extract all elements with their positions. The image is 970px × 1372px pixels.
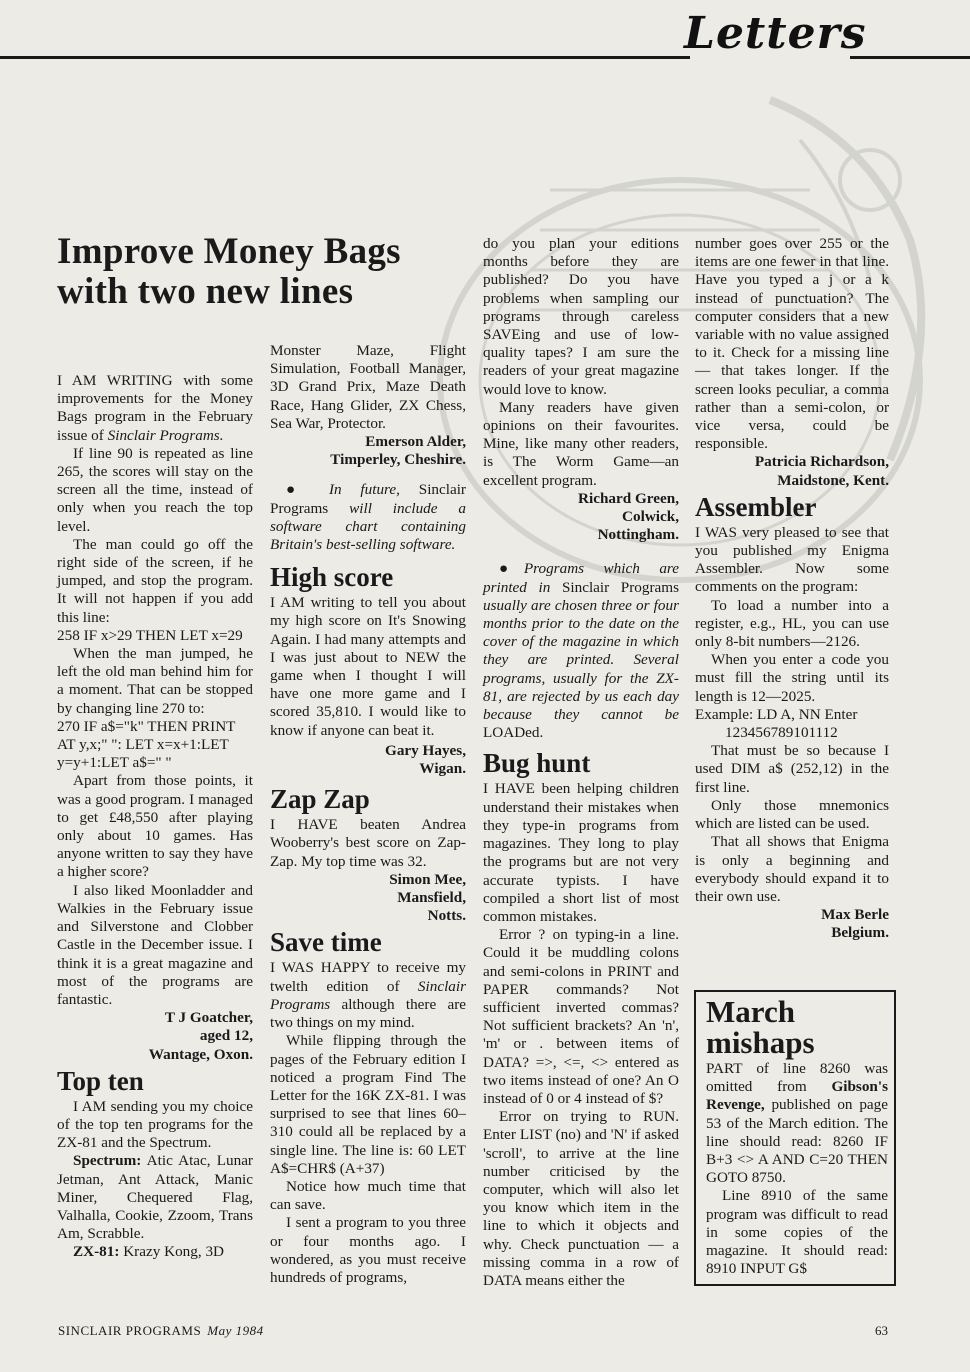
list-label: ZX-81: (73, 1243, 120, 1261)
letter-paragraph (57, 372, 253, 445)
letter-paragraph: number goes over 255 or the items are one fewer in that line. Have you typed a j or a k instead of punctuation? The computer considers that a new variable with no value assigned to it. Check for a missing line — that takes longer. If the screen looks peculiar, a comma rather than a semi-colon, or vice versa, could be responsible. (695, 235, 889, 453)
signature: Emerson Alder, (365, 433, 466, 451)
heading-high-score: High score (270, 562, 394, 593)
header-rule-left (0, 56, 690, 59)
letter-paragraph: Many readers have given opinions on their favourites. Mine, like many other readers, is The Worm Game—an excellent program. (483, 398, 679, 489)
note-text: Programs which are printed in (483, 560, 679, 596)
heading-zap-zap: Zap Zap (270, 784, 370, 815)
letter-paragraph: If line 90 is repeated as line 265, the scores will stay on the screen all the time, instead of only when you reach the top level. (57, 444, 253, 535)
letter-paragraph (706, 1060, 888, 1187)
note-text: In future, (328, 481, 400, 499)
paragraph-text: published on page 53 of the March edition. The line should read: 8260 IF B+3 <> A AND C=20 THEN GOTO 8750. (706, 1096, 889, 1187)
signature: Mansfield, (397, 889, 466, 907)
bullet-icon: ● (286, 481, 311, 499)
letter-paragraph: I HAVE been helping children understand their mistakes when they type-in programs from magazines. They long to play the programs but are not very accurate typists. I have compiled a short list of most common mistakes. (483, 780, 679, 925)
column-2 (270, 342, 466, 1287)
signature: T J Goatcher, (164, 1009, 253, 1027)
editor-note (270, 481, 466, 554)
magazine-title: SINCLAIR PROGRAMS (58, 1323, 202, 1338)
heading-assembler: Assembler (695, 491, 817, 522)
letter-paragraph: Error on trying to RUN. Enter LIST (no) and 'N' if asked 'scroll', to arrive at the line number criticised by the computer, which will also let you know which item in the line to which it objects and why. Check punctuation — a missing comma in a row of DATA means either the (483, 1108, 679, 1289)
column-3 (483, 235, 679, 1290)
signature: Gary Hayes, (385, 741, 466, 759)
heading-top-ten: Top ten (57, 1065, 144, 1096)
letter-paragraph: To load a number into a register, e.g., HL, you can use only 8-bit numbers—2126. (695, 596, 889, 651)
article-headline: Improve Money Bags with two new lines (57, 231, 401, 312)
signature: Simon Mee, (389, 870, 466, 888)
code-line: Example: LD A, NN Enter (695, 705, 858, 723)
signature: Richard Green, (578, 489, 679, 507)
paragraph-text: PART of line 8260 was omitted from (706, 1060, 888, 1096)
letter-paragraph: That must be so because I used DIM a$ (252,12) in the first line. (695, 742, 889, 796)
letter-paragraph: Notice how much time that can save. (270, 1177, 466, 1214)
signature: Max Berle (821, 906, 889, 924)
editor-note (483, 560, 679, 742)
signature: Patricia Richardson, (754, 453, 889, 471)
bullet-icon: ● (499, 560, 524, 578)
letter-paragraph (57, 1243, 253, 1261)
letter-paragraph: I HAVE beaten Andrea Wooberry's best score on Zap-Zap. My top time was 32. (270, 816, 466, 870)
issue-date: May 1984 (207, 1323, 264, 1338)
letter-paragraph: When you enter a code you must fill the string until its length is 12—2025. (695, 651, 889, 705)
letter-paragraph: I WAS very pleased to see that you published my Enigma Assembler. Now some comments on the program: (695, 523, 889, 596)
letter-paragraph: Error ? on typing-in a line. Could it be muddling colons and semi-colons in PRINT and PAPER commands? Not sufficient inverted commas? Not sufficient brackets? An 'n', 'm' or . between items of DATA? =>, <=, <> entered as two items instead of one? An O instead of 0 or 4 instead of $? (483, 926, 679, 1107)
magazine-name: Sinclair Programs (561, 578, 680, 596)
letter-paragraph: I AM writing to tell you about my high score on It's Snowing Again. I had many attempts and I was just about to NEW the game when I thought I will have one more game and I scored 35,810. I would like to know if anyone can beat it. (270, 594, 466, 739)
paragraph-text: Atic Atac, Lunar Jetman, Ant Attack, Manic Miner, Chequered Flag, Valhalla, Cookie, Zzoom, Trans Am, Scrabble. (57, 1152, 253, 1243)
letter-paragraph: When the man jumped, he left the old man behind him for a moment. That can be stopped by changing line 270 to: (57, 645, 253, 717)
page-number: 63 (875, 1323, 888, 1338)
paragraph-text: although there are two things on my mind. (270, 995, 466, 1032)
code-line: 123456789101112 (725, 724, 838, 742)
note-text: usually are chosen three or four months prior to the date on the cover of the magazine in which they are printed. Several programs, usually for the ZX-81, are rejected by us each day because they cannot be (483, 596, 679, 724)
signature: Nottingham. (597, 526, 679, 544)
letter-paragraph (270, 959, 466, 1032)
note-text: will include a software chart containing Britain's best-selling software. (270, 499, 467, 554)
heading-bug-hunt: Bug hunt (483, 748, 591, 779)
letter-paragraph: do you plan your editions months before they are published? Do you have problems when sampling our programs through careless SAVEing and use of low-quality tapes? I am sure the readers of your great magazine would love to know. (483, 235, 679, 398)
magazine-name: Sinclair Programs. (107, 426, 224, 444)
letter-paragraph: I AM sending you my choice of the top ten programs for the ZX-81 and the Spectrum. (57, 1097, 253, 1152)
list-label: Spectrum: (73, 1152, 142, 1170)
code-line: 270 IF a$="k" THEN PRINT AT y,x;" ": LET x=x+1:LET y=y+1:LET a$=" " (57, 717, 236, 772)
paragraph-text: I AM WRITING with some improvements for the Money Bags program in the February issue of (57, 372, 253, 444)
paragraph-text: I WAS HAPPY to receive my twelth edition of (270, 959, 466, 995)
signature: aged 12, (199, 1027, 253, 1045)
letter-paragraph: Apart from those points, it was a good program. I managed to get £48,550 after playing only about 10 games. Has anyone written to say they have a higher score? (57, 772, 253, 881)
letter-paragraph: The man could go off the right side of the screen, if he jumped, and stop the program. It will not happen if you add this line: (57, 535, 253, 626)
footer-magazine (58, 1323, 264, 1339)
heading-march-mishaps: March mishaps (706, 994, 815, 1060)
letter-paragraph: Line 8910 of the same program was difficult to read in some copies of the magazine. It should read: 8910 INPUT G$ (706, 1187, 888, 1278)
letter-paragraph: Only those mnemonics which are listed can be used. (695, 796, 889, 833)
code-line: 258 IF x>29 THEN LET x=29 (57, 626, 243, 644)
signature: Wantage, Oxon. (148, 1045, 253, 1063)
signature: Belgium. (831, 924, 889, 942)
program-name: Gibson's Revenge, (706, 1078, 888, 1114)
letter-paragraph (57, 1152, 253, 1243)
letter-paragraph: I also liked Moonladder and Walkies in the February issue and Silverstone and Clobber Castle in the December issue. I think it is a great magazine and most of the programs are fantastic. (57, 881, 253, 1008)
note-text: LOADed. (483, 724, 544, 742)
signature: Wigan. (419, 760, 466, 778)
signature: Maidstone, Kent. (777, 471, 889, 489)
signature: Colwick, (622, 508, 679, 526)
letter-paragraph: That all shows that Enigma is only a beginning and everybody should expand it to their own use. (695, 833, 889, 905)
letter-paragraph: While flipping through the pages of the February edition I noticed a program Find The Letter for the 16K ZX-81. I was surprised to see that lines 60–310 could all be replaced by a single line. The line is: 60 LET A$=CHR$ (A+37) (270, 1032, 466, 1177)
letter-paragraph: I sent a program to you three or four months ago. I wondered, as you must receive hundreds of programs, (270, 1214, 466, 1286)
march-mishaps-box (694, 990, 896, 1286)
signature: Notts. (427, 907, 466, 925)
signature: Timperley, Cheshire. (330, 451, 466, 469)
magazine-name: Sinclair Programs (270, 481, 466, 517)
column-4 (695, 235, 889, 943)
paragraph-text: Krazy Kong, 3D (123, 1243, 225, 1261)
section-title: Letters (684, 8, 867, 59)
heading-save-time: Save time (270, 927, 382, 958)
magazine-name: Sinclair Programs (270, 977, 467, 1013)
letter-paragraph: Monster Maze, Flight Simulation, Football Manager, 3D Grand Prix, Maze Death Race, Hang Glider, ZX Chess, Sea War, Protector. (270, 342, 466, 432)
header-rule-right (850, 56, 970, 59)
